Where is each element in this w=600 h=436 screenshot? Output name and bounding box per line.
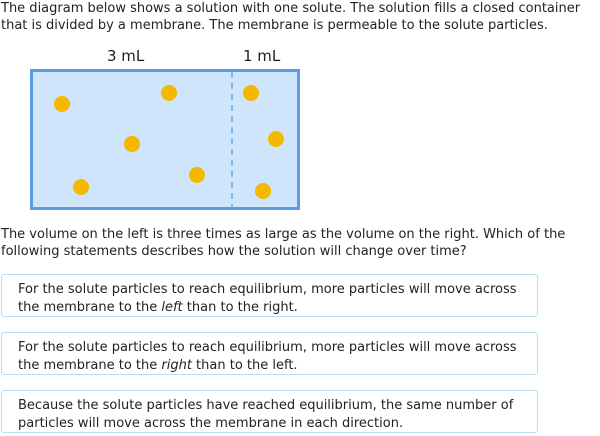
solute-particle bbox=[243, 85, 259, 101]
choice-text-line1: For the solute particles to reach equilibrium, more particles will move across bbox=[18, 282, 517, 297]
solute-particle bbox=[124, 136, 140, 152]
solute-particle bbox=[54, 96, 70, 112]
choice-text-line2-start: the membrane to the bbox=[18, 299, 162, 315]
answer-choice-right[interactable] bbox=[1, 332, 538, 375]
choice-text-line2-end: than to the right. bbox=[182, 299, 298, 315]
intro-text: The diagram below shows a solution with one solute. The solution fills a closed container that is divided by a membrane. The membrane is permeable to the solute particles. bbox=[1, 1, 581, 33]
membrane-container-diagram bbox=[28, 67, 304, 213]
solute-particle bbox=[161, 85, 177, 101]
choice-text-line2-end: than to the left. bbox=[191, 357, 298, 373]
solute-particle bbox=[268, 131, 284, 147]
choice-emphasis: left bbox=[161, 299, 183, 315]
solute-particle bbox=[189, 167, 205, 183]
choice-text-line2: particles will move across the membrane in each direction. bbox=[18, 415, 404, 431]
right-volume-label: 1 mL bbox=[243, 47, 281, 65]
answer-choice-equilibrium[interactable] bbox=[1, 390, 538, 433]
choice-emphasis: right bbox=[161, 357, 192, 373]
choice-text-line1: Because the solute particles have reached equilibrium, the same number of bbox=[18, 398, 514, 413]
solute-particle bbox=[73, 179, 89, 195]
choice-text-line2-start: the membrane to the bbox=[18, 357, 162, 373]
solute-particle bbox=[255, 183, 271, 199]
left-volume-label: 3 mL bbox=[107, 47, 145, 65]
answer-choice-left[interactable] bbox=[1, 274, 538, 317]
question-text: The volume on the left is three times as large as the volume on the right. Which of the following statements describes how the solution will change over time? bbox=[1, 227, 566, 259]
choice-text-line1: For the solute particles to reach equilibrium, more particles will move across bbox=[18, 340, 517, 355]
